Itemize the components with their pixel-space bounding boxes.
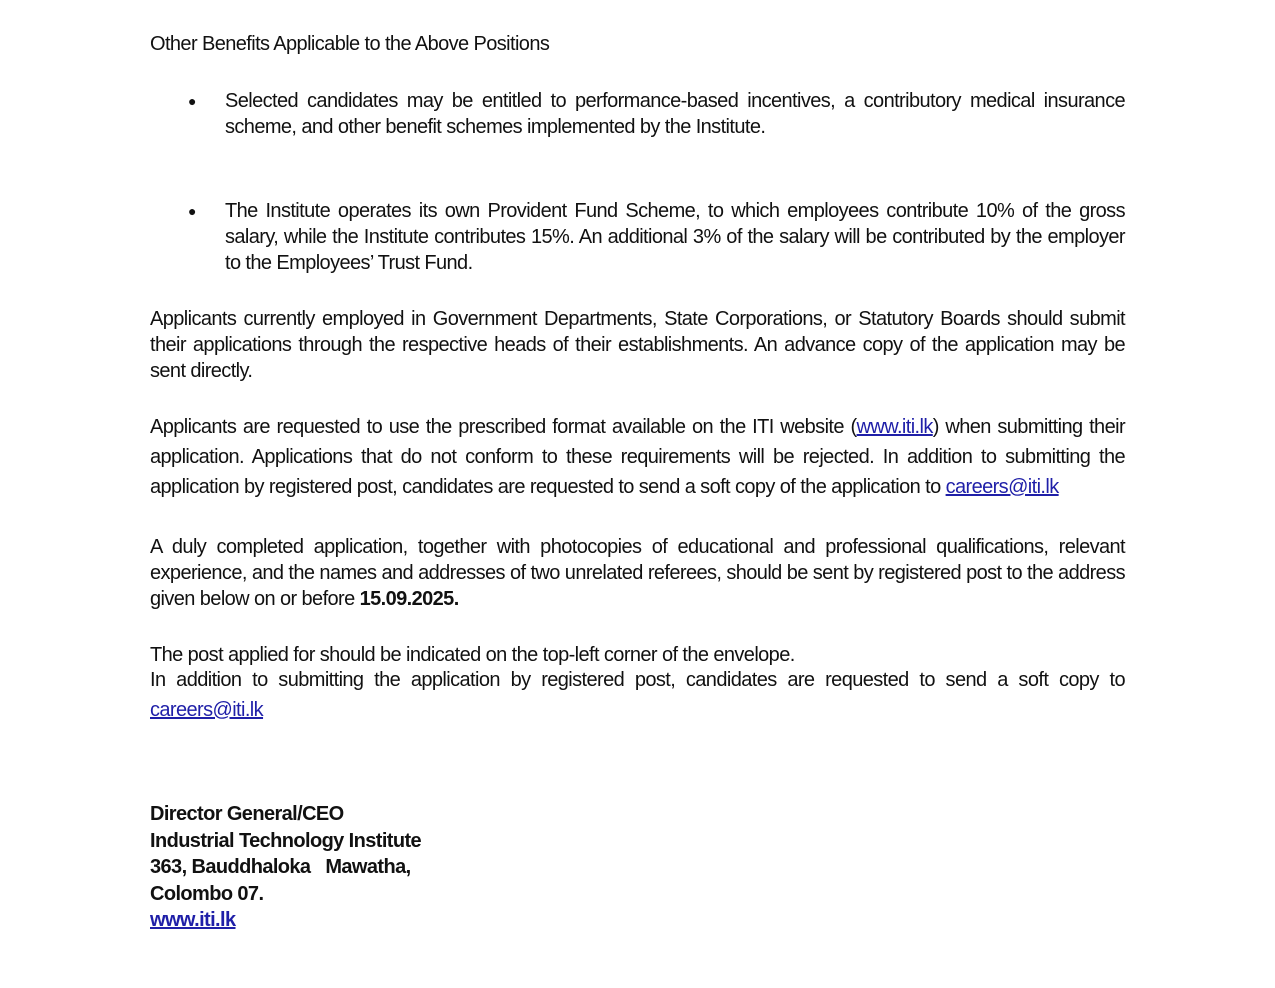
address-title: Director General/CEO [150,803,344,825]
soft-copy-text: In addition to submitting the application by registered post, candidates are requested to send a soft copy to [150,669,1125,691]
address-organization: Industrial Technology Institute [150,829,422,852]
address-street: 363, Bauddhaloka Mawatha, [150,856,411,878]
address-block [150,801,421,934]
government-applicants-paragraph: Applicants currently employed in Government Departments, State Corporations, or Statutory Boards should submit their applications through the respective heads of their establishments. An advance copy of the application may be sent directly. [150,308,1125,382]
required-documents-paragraph [150,534,1125,612]
list-item [188,88,1125,140]
careers-email-link[interactable]: careers@iti.lk [150,699,264,721]
careers-email-link[interactable]: careers@iti.lk [945,476,1059,498]
envelope-instruction-paragraph: The post applied for should be indicated on the top-left corner of the envelope. [150,644,795,666]
address-city: Colombo 07. [150,882,264,905]
website-link[interactable]: www.iti.lk [856,416,933,438]
format-text-part1: Applicants are requested to use the prescribed format available on the ITI website ( [150,416,857,438]
application-format-paragraph [150,412,1125,502]
address-website-link[interactable]: www.iti.lk [150,909,236,931]
format-text-part2: ) when submitting their application. Applications that do not conform to these requirements will be rejected. In addition to submitting the application by registered post, candidates are requested to send a soft copy of the application to [150,416,1126,498]
documents-text: A duly completed application, together with photocopies of educational and professional qualifications, relevant experience, and the names and addresses of two unrelated referees, should be sent by registered post to the address given below on or before [150,536,1125,610]
bullet-icon: ● [188,93,196,109]
deadline-date: 15.09.2025. [359,588,459,610]
section-heading: Other Benefits Applicable to the Above Positions [150,33,550,55]
bullet-icon: ● [188,203,196,219]
benefit-text: The Institute operates its own Provident Fund Scheme, to which employees contribute 10% of the gross salary, while the Institute contributes 15%. An additional 3% of the salary will be contributed by the employer to the Employees’ Trust Fund. [225,200,1125,274]
soft-copy-paragraph [150,665,1125,725]
benefit-text: Selected candidates may be entitled to performance-based incentives, a contributory medical insurance scheme, and other benefit schemes implemented by the Institute. [225,90,1125,138]
list-item [188,198,1125,276]
